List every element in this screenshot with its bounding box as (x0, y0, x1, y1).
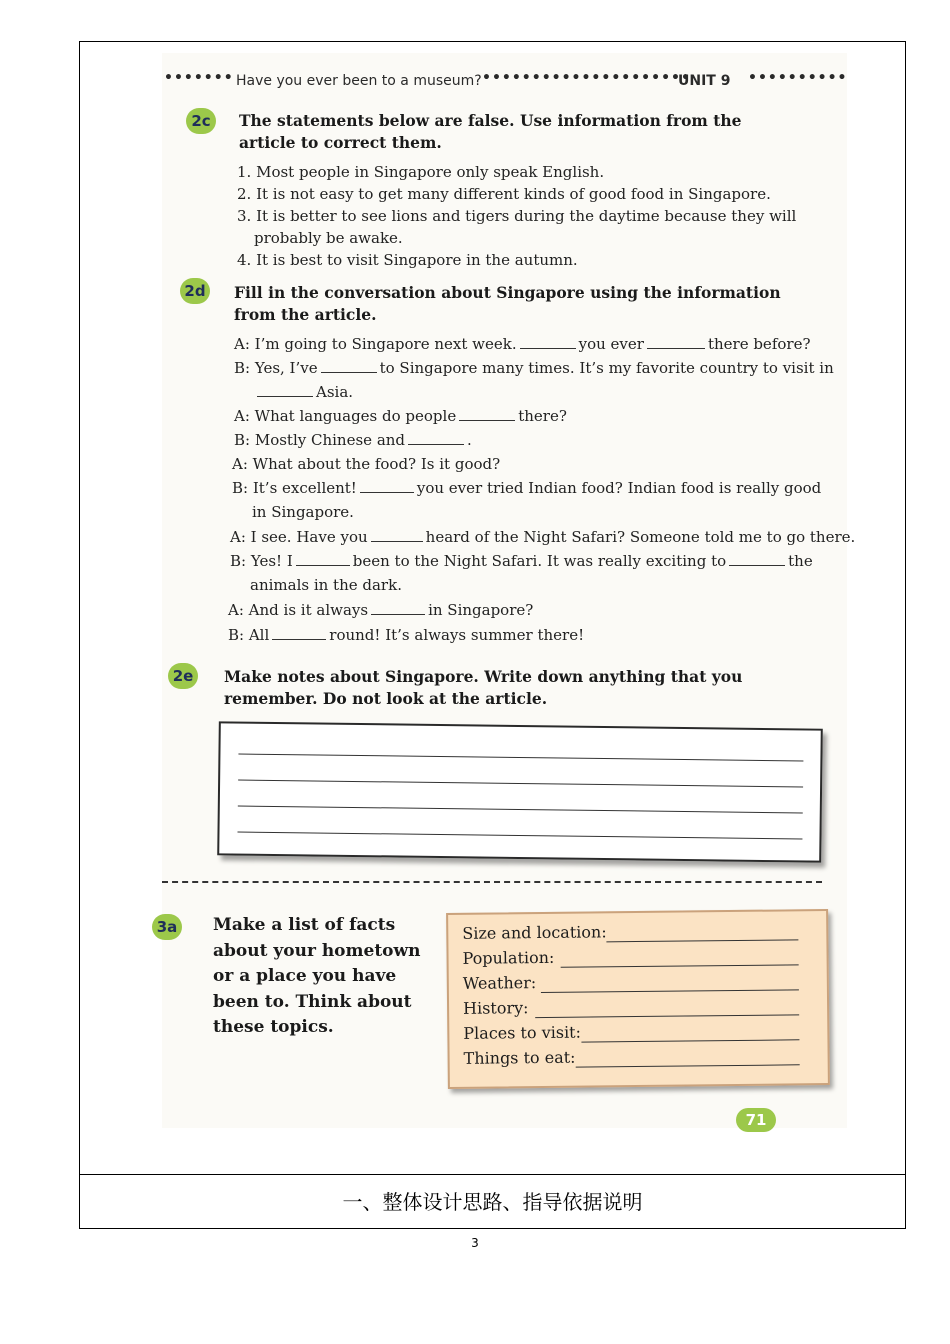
blank-2[interactable] (647, 347, 705, 349)
blank-8[interactable] (371, 540, 423, 542)
dialog-line-10: B: Yes! I been to the Night Safari. It was really exciting to the (230, 552, 813, 570)
dialog-line-9: A: I see. Have you heard of the Night Safari? Someone told me to go there. (230, 528, 856, 546)
topic-line-5[interactable] (581, 1039, 799, 1042)
statement-1: 1. Most people in Singapore only speak English. (237, 163, 605, 181)
blank-4[interactable] (257, 395, 313, 397)
page-header (162, 70, 848, 93)
section-separator (162, 881, 822, 883)
dialog-line-3: Asia. (254, 381, 353, 403)
dialog-line-2: B: Yes, I’ve to Singapore many times. It’s my favorite country to visit in (234, 359, 834, 377)
dialog-line-12: A: And is it always in Singapore? (228, 601, 534, 619)
badge-3a: 3a (152, 914, 182, 940)
topic-population: Population: (462, 947, 555, 968)
topic-history: History: (462, 998, 529, 1018)
dialog-line-5: B: Mostly Chinese and . (234, 431, 472, 449)
topic-places: Places to visit: (463, 1022, 582, 1043)
topic-line-3[interactable] (541, 989, 799, 993)
blank-10[interactable] (729, 564, 785, 566)
topic-line-2[interactable] (561, 964, 799, 967)
instruction-2e: Make notes about Singapore. Write down anything that you remember. Do not look at the article. (224, 667, 743, 708)
badge-2e: 2e (168, 663, 198, 689)
instruction-2d: Fill in the conversation about Singapore using the information from the article. (234, 283, 781, 324)
notes-line-1[interactable] (238, 754, 803, 762)
statement-3-cont: probably be awake. (254, 229, 403, 247)
blank-9[interactable] (296, 564, 350, 566)
statement-2: 2. It is not easy to get many different kinds of good food in Singapore. (237, 185, 771, 203)
header-dots-left: ••••••• (164, 70, 234, 86)
topics-box (446, 909, 830, 1089)
footer-page-number: 3 (471, 1236, 479, 1250)
dialog-line-1: A: I’m going to Singapore next week. you ever there before? (234, 335, 811, 353)
page-number-badge: 71 (736, 1108, 776, 1132)
blank-6[interactable] (408, 443, 464, 445)
section-caption: 一、整体设计思路、指导依据说明 (342, 1190, 643, 1214)
dialog-line-4: A: What languages do people there? (234, 407, 567, 425)
blank-1[interactable] (520, 347, 576, 349)
badge-2c: 2c (186, 108, 216, 134)
dialog-line-7: B: It’s excellent! you ever tried Indian food? Indian food is really good (232, 479, 822, 497)
header-dots-right: •••••••••• (748, 70, 848, 86)
header-dots-mid: ••••••••••••••••••••• (482, 70, 691, 86)
frame-divider (79, 1174, 906, 1175)
blank-11[interactable] (371, 613, 425, 615)
topic-line-4[interactable] (535, 1014, 799, 1018)
instruction-2c: The statements below are false. Use information from the article to correct them. (239, 111, 742, 152)
topic-weather: Weather: (462, 973, 537, 993)
topic-size-location: Size and location: (462, 922, 607, 943)
dialog-line-13: B: All round! It’s always summer there! (228, 626, 585, 644)
dialog-line-11: animals in the dark. (250, 576, 402, 594)
header-title: Have you ever been to a museum? (236, 73, 482, 89)
topic-things-to-eat: Things to eat: (463, 1047, 576, 1068)
blank-3[interactable] (321, 371, 377, 373)
textbook-page (156, 53, 856, 1129)
instruction-3a: Make a list of facts about your hometown or a place you have been to. Think about these topics. (213, 915, 421, 1037)
notes-box (217, 721, 823, 862)
topic-line-6[interactable] (576, 1064, 800, 1067)
topic-line-1[interactable] (606, 939, 798, 942)
notes-line-2[interactable] (238, 780, 803, 788)
statement-3: 3. It is better to see lions and tigers during the daytime because they will (237, 207, 797, 225)
notes-line-4[interactable] (237, 832, 802, 840)
blank-7[interactable] (360, 491, 414, 493)
header-unit: UNIT 9 (678, 73, 731, 89)
dialog-line-8: in Singapore. (252, 503, 354, 521)
notes-line-3[interactable] (238, 806, 803, 814)
statement-4: 4. It is best to visit Singapore in the autumn. (237, 251, 578, 269)
dialog-line-6: A: What about the food? Is it good? (232, 455, 501, 473)
blank-5[interactable] (459, 419, 515, 421)
badge-2d: 2d (180, 278, 210, 304)
blank-12[interactable] (272, 638, 326, 640)
